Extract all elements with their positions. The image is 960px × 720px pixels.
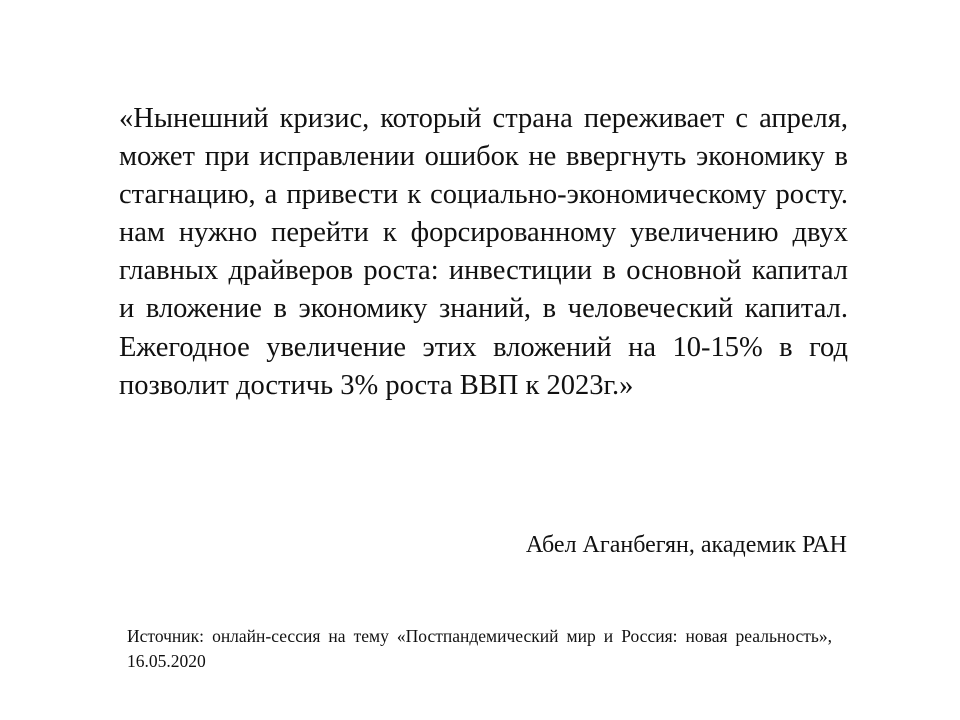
quote-attribution: Абел Аганбегян, академик РАН [525,532,847,558]
source-note: Источник: онлайн-сессия на тему «Постпандемический мир и Россия: новая реальность», 16.05.2020 [127,626,832,671]
quote-text: «Нынешний кризис, который страна переживает с апреля, может при исправлении ошибок не ввергнуть экономику в стагнацию, а привести к социально-экономическому росту. нам нужно перейти к форсированному увеличению двух главных драйверов роста: инвестиции в основной капитал и вложение в экономику знаний, в человеческий капитал. Ежегодное увеличение этих вложений на 10-15% в год позволит достичь 3% роста ВВП к 2023г.» [119,103,848,401]
